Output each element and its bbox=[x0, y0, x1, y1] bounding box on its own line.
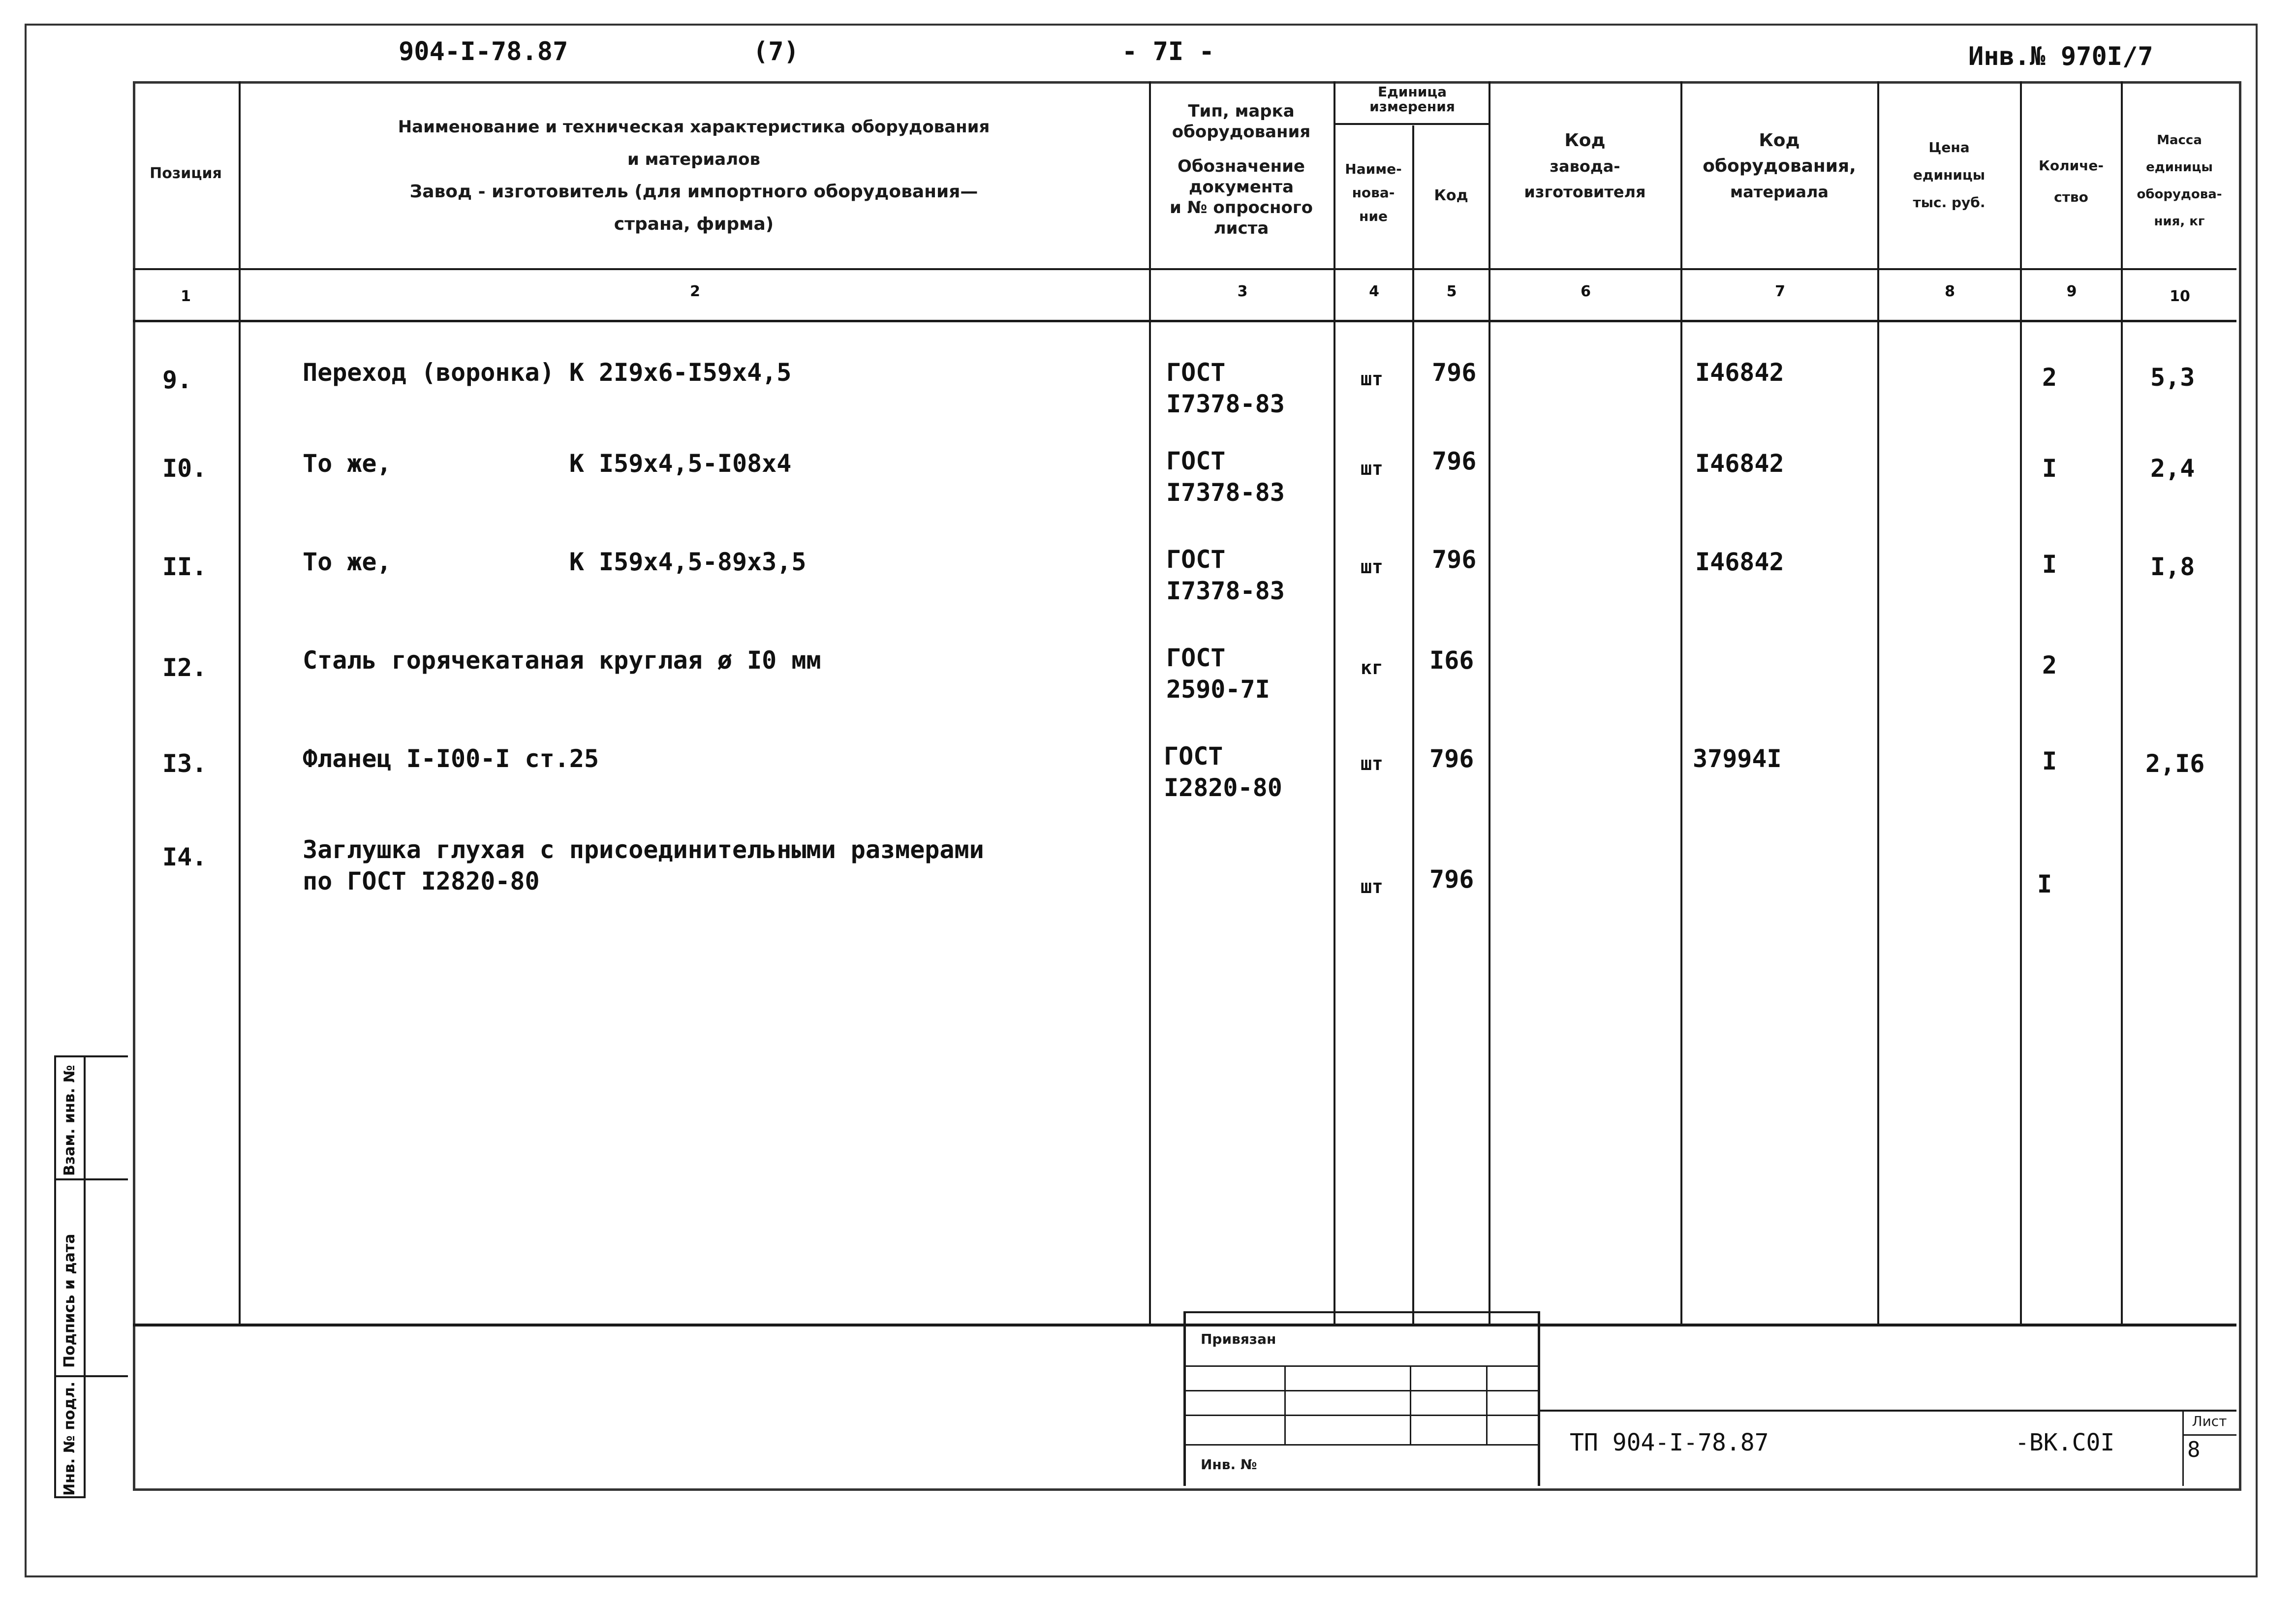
row-name: Переход (воронка) К 2I9х6-I59х4,5 bbox=[303, 358, 792, 387]
row-doc: ГОСТ I2820-80 bbox=[1164, 742, 1282, 802]
row-qty: I bbox=[2042, 550, 2057, 579]
row-unit: шт bbox=[1361, 876, 1383, 897]
col-header-1: Позиция bbox=[150, 165, 222, 182]
stamp-inv-label: Инв. № bbox=[1201, 1456, 1257, 1473]
col-number: 9 bbox=[2066, 283, 2077, 300]
row-unit-code: I66 bbox=[1429, 646, 1474, 675]
row-doc: ГОСТ I7378-83 bbox=[1166, 447, 1285, 507]
row-name: Сталь горячекатаная круглая ø I0 мм bbox=[303, 646, 821, 675]
col-number: 7 bbox=[1775, 283, 1785, 300]
col-number: 1 bbox=[181, 288, 191, 305]
stamp-doc-designation: ТП 904-I-78.87 bbox=[1570, 1429, 1769, 1456]
stamp-sheet-label: Лист bbox=[2192, 1413, 2227, 1429]
col-number: 5 bbox=[1446, 283, 1457, 300]
col-header-8: Цена единицы тыс. руб. bbox=[1913, 139, 1986, 211]
col-header-9: Количе- ство bbox=[2038, 157, 2104, 205]
col-header-5: Код bbox=[1434, 187, 1468, 204]
stamp-sheet-number: 8 bbox=[2187, 1437, 2201, 1462]
stamp-linked-label: Привязан bbox=[1201, 1331, 1276, 1347]
row-doc: ГОСТ I7378-83 bbox=[1166, 358, 1285, 418]
row-equip-code: I46842 bbox=[1695, 358, 1784, 387]
col-number: 8 bbox=[1945, 283, 1955, 300]
header-page: - 7I - bbox=[1122, 37, 1214, 66]
row-doc: ГОСТ 2590-7I bbox=[1166, 644, 1270, 704]
row-position: I3. bbox=[162, 749, 207, 778]
row-position: II. bbox=[162, 553, 207, 581]
row-qty: I bbox=[2037, 870, 2052, 898]
row-position: I4. bbox=[162, 843, 207, 871]
row-unit-code: 796 bbox=[1432, 447, 1477, 475]
col-number: 6 bbox=[1581, 283, 1591, 300]
col-header-2: Наименование и техническая характеристика оборудования и материалов Завод - изготовитель (для импортного оборудования— страна, фирма) bbox=[398, 117, 990, 234]
col-header-3: Тип, марка оборудования Обозначение документа и № опросного листа bbox=[1169, 101, 1313, 238]
row-doc: ГОСТ I7378-83 bbox=[1166, 545, 1285, 605]
row-unit-code: 796 bbox=[1432, 358, 1477, 387]
side-label-inv-podl: Инв. № подл. bbox=[61, 1381, 78, 1496]
col-header-4: Наиме- нова- ние bbox=[1345, 161, 1402, 224]
row-position: I0. bbox=[162, 454, 207, 483]
row-equip-code: I46842 bbox=[1695, 548, 1784, 576]
col-number: 4 bbox=[1369, 283, 1379, 300]
col-number: 2 bbox=[690, 283, 700, 300]
header-doc-code: 904-I-78.87 bbox=[399, 37, 568, 66]
stamp-section: -ВК.С0I bbox=[2015, 1429, 2115, 1456]
row-mass: I,8 bbox=[2150, 553, 2195, 581]
row-unit: шт bbox=[1361, 458, 1383, 479]
header-album: (7) bbox=[753, 37, 799, 66]
col-header-7: Код оборудования, материала bbox=[1703, 130, 1856, 201]
row-mass: 2,4 bbox=[2150, 454, 2195, 483]
col-header-10: Масса единицы оборудова- ния, кг bbox=[2137, 133, 2222, 229]
row-equip-code: 37994I bbox=[1693, 744, 1782, 773]
row-position: I2. bbox=[162, 653, 207, 682]
col-header-6: Код завода- изготовителя bbox=[1524, 130, 1646, 201]
row-mass: 5,3 bbox=[2150, 363, 2195, 392]
col-number: 3 bbox=[1237, 283, 1248, 300]
row-name: Фланец I-I00-I ст.25 bbox=[303, 744, 599, 773]
col-number: 10 bbox=[2170, 288, 2190, 305]
row-qty: 2 bbox=[2042, 651, 2057, 679]
row-unit-code: 796 bbox=[1429, 865, 1474, 894]
side-label-vzam: Взам. инв. № bbox=[61, 1065, 78, 1176]
row-equip-code: I46842 bbox=[1695, 449, 1784, 478]
row-name: Заглушка глухая с присоединительными размерами по ГОСТ I2820-80 bbox=[303, 835, 984, 895]
row-qty: I bbox=[2042, 747, 2057, 775]
row-name: То же, К I59х4,5-I08х4 bbox=[303, 449, 792, 478]
row-unit: шт bbox=[1361, 368, 1383, 390]
header-inv-number: Инв.№ 970I/7 bbox=[1968, 42, 2153, 71]
row-qty: I bbox=[2042, 454, 2057, 483]
row-unit: шт bbox=[1361, 753, 1383, 774]
unit-group-header: Единица измерения bbox=[1369, 84, 1455, 115]
row-unit-code: 796 bbox=[1432, 545, 1477, 574]
row-name: То же, К I59х4,5-89х3,5 bbox=[303, 548, 807, 576]
row-unit: кг bbox=[1361, 657, 1383, 679]
row-qty: 2 bbox=[2042, 363, 2057, 392]
row-unit: шт bbox=[1361, 556, 1383, 578]
side-label-podpis: Подпись и дата bbox=[61, 1234, 78, 1368]
row-mass: 2,I6 bbox=[2145, 749, 2205, 778]
row-position: 9. bbox=[162, 366, 192, 394]
row-unit-code: 796 bbox=[1429, 744, 1474, 773]
